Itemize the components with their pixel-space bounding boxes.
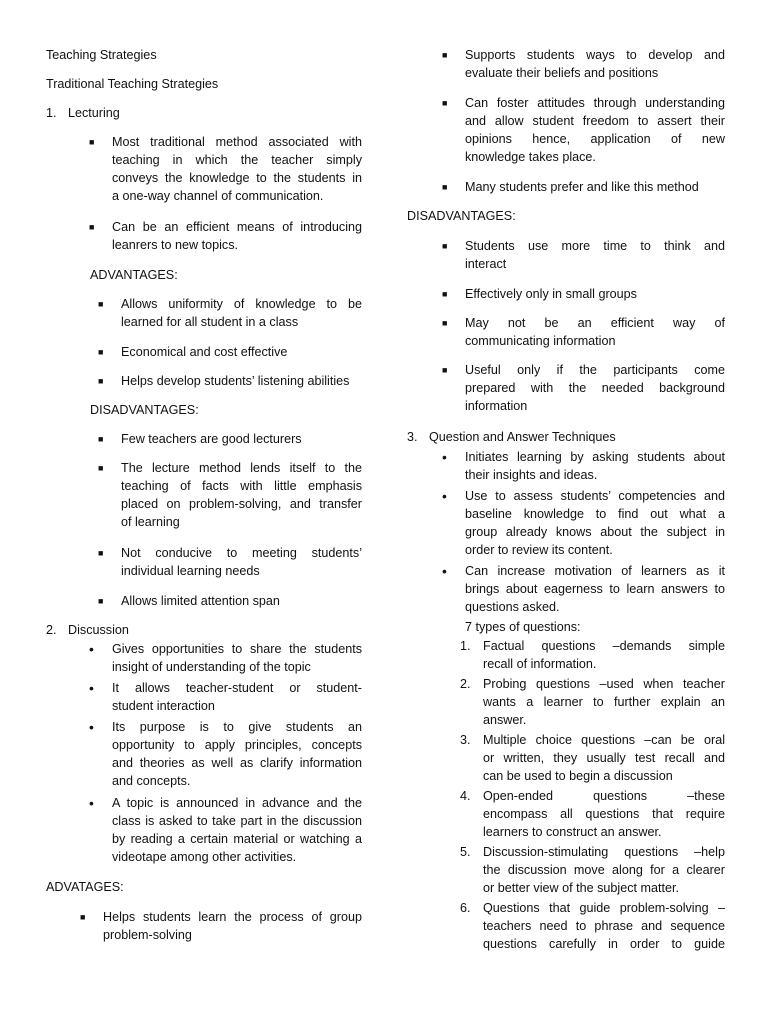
advantages-label: ADVANTAGES: [90, 268, 178, 282]
advatages-label: ADVATAGES: [46, 880, 124, 894]
square-bullet-icon: ■ [442, 98, 448, 108]
question-type-line: Questions that guide problem-solving – [483, 901, 725, 915]
round-bullet-icon: • [442, 449, 447, 465]
question-type-line: Multiple choice questions –can be oral [483, 733, 725, 747]
square-bullet-icon: ■ [442, 50, 448, 60]
bullet-line: Many students prefer and like this method [465, 180, 699, 194]
section-subtitle: Traditional Teaching Strategies [46, 77, 219, 91]
disadvantages-label: DISADVANTAGES: [407, 209, 516, 223]
types-of-questions-label: 7 types of questions: [465, 620, 581, 634]
question-type-line: teachers need to phrase and sequence [483, 919, 725, 933]
round-bullet-icon: • [89, 719, 94, 735]
bullet-line: insight of understanding of the topic [112, 660, 311, 674]
square-bullet-icon: ■ [89, 137, 95, 147]
document-title: Teaching Strategies [46, 48, 157, 62]
square-bullet-icon: ■ [98, 463, 104, 473]
question-type-line: can be used to begin a discussion [483, 769, 673, 783]
bullet-line: baseline knowledge to find out what a [465, 507, 725, 521]
bullet-line: Use to assess students’ competencies and [465, 489, 725, 503]
bullet-line: Economical and cost effective [121, 345, 288, 359]
bullet-line: brings about eagerness to learn answers to [465, 582, 725, 596]
bullet-line: May not be an efficient way of [465, 316, 725, 330]
section-number: 1. [46, 106, 57, 120]
round-bullet-icon: • [89, 641, 94, 657]
bullet-line: and allow student freedom to assert their [465, 114, 725, 128]
bullet-line: by reading a certain material or watching a [112, 832, 362, 846]
round-bullet-icon: • [442, 563, 447, 579]
bullet-line: videotape among other activities. [112, 850, 297, 864]
round-bullet-icon: • [89, 680, 94, 696]
bullet-line: Helps students learn the process of group [103, 910, 362, 924]
question-type-line: Probing questions –used when teacher [483, 677, 725, 691]
bullet-line: and theories as well as clarify information [112, 756, 362, 770]
bullet-line: student interaction [112, 699, 215, 713]
square-bullet-icon: ■ [89, 222, 95, 232]
bullet-line: of learning [121, 515, 180, 529]
bullet-line: questions asked. [465, 600, 560, 614]
bullet-line: Students use more time to think and [465, 239, 725, 253]
bullet-line: Can be an efficient means of introducing [112, 220, 362, 234]
section-heading-discussion: Discussion [68, 623, 129, 637]
bullet-line: Can foster attitudes through understanding [465, 96, 725, 110]
bullet-line: The lecture method lends itself to the [121, 461, 362, 475]
bullet-line: conveys the knowledge to the students in [112, 171, 362, 185]
section-number: 3. [407, 430, 418, 444]
bullet-line: Allows uniformity of knowledge to be [121, 297, 362, 311]
list-number: 3. [460, 733, 471, 747]
question-type-line: learners to construct an answer. [483, 825, 662, 839]
list-number: 2. [460, 677, 471, 691]
section-heading-lecturing: Lecturing [68, 106, 120, 120]
question-type-line: Open-ended questions –these [483, 789, 725, 803]
bullet-line: Useful only if the participants come [465, 363, 725, 377]
bullet-line: Few teachers are good lecturers [121, 432, 302, 446]
list-number: 5. [460, 845, 471, 859]
bullet-line: their insights and ideas. [465, 468, 598, 482]
bullet-line: Gives opportunities to share the students [112, 642, 362, 656]
bullet-line: learned for all student in a class [121, 315, 299, 329]
question-type-line: the discussion move along for a clearer [483, 863, 725, 877]
question-type-line: or better view of the subject matter. [483, 881, 679, 895]
square-bullet-icon: ■ [98, 299, 104, 309]
question-type-line: Discussion-stimulating questions –help [483, 845, 725, 859]
bullet-line: class is asked to take part in the discussion [112, 814, 362, 828]
bullet-line: Initiates learning by asking students about [465, 450, 725, 464]
square-bullet-icon: ■ [98, 548, 104, 558]
bullet-line: It allows teacher-student or student- [112, 681, 362, 695]
bullet-line: group already knows about the subject in [465, 525, 725, 539]
bullet-line: opinions hence, application of new [465, 132, 725, 146]
disadvantages-label: DISADVANTAGES: [90, 403, 199, 417]
list-number: 1. [460, 639, 471, 653]
question-type-line: recall of information. [483, 657, 597, 671]
bullet-line: opportunity to apply principles, concepts [112, 738, 362, 752]
bullet-line: interact [465, 257, 507, 271]
square-bullet-icon: ■ [442, 365, 448, 375]
square-bullet-icon: ■ [442, 182, 448, 192]
square-bullet-icon: ■ [442, 318, 448, 328]
bullet-line: Effectively only in small groups [465, 287, 637, 301]
bullet-line: communicating information [465, 334, 616, 348]
square-bullet-icon: ■ [98, 434, 104, 444]
square-bullet-icon: ■ [98, 376, 104, 386]
bullet-line: Can increase motivation of learners as it [465, 564, 725, 578]
bullet-line: evaluate their beliefs and positions [465, 66, 659, 80]
list-number: 4. [460, 789, 471, 803]
bullet-line: Supports students ways to develop and [465, 48, 725, 62]
bullet-line: Not conducive to meeting students’ [121, 546, 362, 560]
question-type-line: wants a learner to further explain an [483, 695, 725, 709]
bullet-line: Allows limited attention span [121, 594, 280, 608]
bullet-line: A topic is announced in advance and the [112, 796, 362, 810]
square-bullet-icon: ■ [98, 347, 104, 357]
bullet-line: problem-solving [103, 928, 192, 942]
bullet-line: Its purpose is to give students an [112, 720, 362, 734]
bullet-line: teaching in which the teacher simply [112, 153, 362, 167]
question-type-line: answer. [483, 713, 527, 727]
bullet-line: and concepts. [112, 774, 191, 788]
bullet-line: knowledge takes place. [465, 150, 596, 164]
bullet-line: information [465, 399, 528, 413]
bullet-line: leanrers to new topics. [112, 238, 238, 252]
question-type-line: or written, they usually test recall and [483, 751, 725, 765]
section-number: 2. [46, 623, 57, 637]
question-type-line: encompass all questions that require [483, 807, 725, 821]
square-bullet-icon: ■ [80, 912, 86, 922]
bullet-line: placed on problem-solving, and transfer [121, 497, 362, 511]
bullet-line: Most traditional method associated with [112, 135, 362, 149]
round-bullet-icon: • [442, 488, 447, 504]
square-bullet-icon: ■ [442, 241, 448, 251]
question-type-line: Factual questions –demands simple [483, 639, 725, 653]
bullet-line: teaching of facts with little emphasis [121, 479, 362, 493]
bullet-line: individual learning needs [121, 564, 260, 578]
question-type-line: questions carefully in order to guide [483, 937, 725, 951]
section-heading-qa: Question and Answer Techniques [429, 430, 616, 444]
bullet-line: a one-way channel of communication. [112, 189, 324, 203]
bullet-line: prepared with the needed background [465, 381, 725, 395]
list-number: 6. [460, 901, 471, 915]
round-bullet-icon: • [89, 795, 94, 811]
bullet-line: order to review its content. [465, 543, 613, 557]
square-bullet-icon: ■ [442, 289, 448, 299]
bullet-line: Helps develop students’ listening abilities [121, 374, 350, 388]
square-bullet-icon: ■ [98, 596, 104, 606]
